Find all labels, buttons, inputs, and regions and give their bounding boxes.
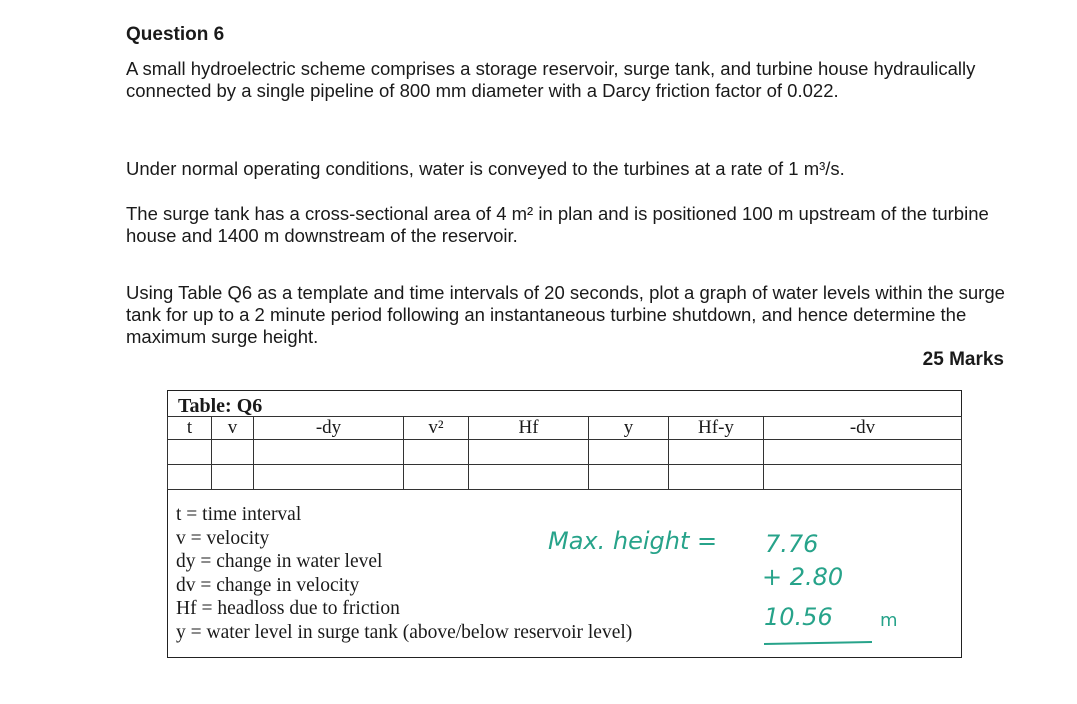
legend-dy: dy = change in water level xyxy=(176,551,383,572)
col-header-hf-y: Hf-y xyxy=(669,417,764,440)
legend-y: y = water level in surge tank (above/below reservoir level) xyxy=(176,621,633,643)
marks-label: 25 Marks xyxy=(922,349,1004,370)
table-caption: Table: Q6 xyxy=(178,395,263,417)
col-header-t: t xyxy=(168,417,212,440)
handwritten-result: 10.56 xyxy=(764,603,833,631)
legend-dv: dv = change in velocity xyxy=(176,574,360,596)
table-legend xyxy=(176,503,632,644)
handwritten-value-2: + 2.80 xyxy=(762,563,844,591)
question-title: Question 6 xyxy=(126,24,225,45)
table-grid xyxy=(167,416,962,490)
col-header-v: v xyxy=(212,417,254,440)
legend-t: t = time interval xyxy=(176,504,302,525)
table-q6 xyxy=(167,390,962,658)
legend-v: v = velocity xyxy=(176,527,270,549)
question-paragraph-4: Using Table Q6 as a template and time intervals of 20 seconds, plot a graph of water levels within the surge tank for up to a 2 minute period following an instantaneous turbine shutdown, and hence determine the maximum surge height. xyxy=(126,282,1005,347)
question-paragraph-1: A small hydroelectric scheme comprises a storage reservoir, surge tank, and turbine house hydraulically connected by a single pipeline of 800 mm diameter with a Darcy friction factor of 0.022. xyxy=(126,58,976,101)
table-row xyxy=(168,465,962,490)
col-header-dy: -dy xyxy=(254,417,404,440)
legend-hf: Hf = headloss due to friction xyxy=(176,598,400,619)
col-header-hf: Hf xyxy=(469,417,589,440)
col-header-dv: -dv xyxy=(764,417,962,440)
table-row xyxy=(168,440,962,465)
handwritten-unit: m xyxy=(880,610,898,631)
question-paragraph-2: Under normal operating conditions, water is conveyed to the turbines at a rate of 1 m³/s. xyxy=(126,158,845,179)
col-header-v2: v² xyxy=(404,417,469,440)
question-paragraph-3: The surge tank has a cross-sectional area of 4 m² in plan and is positioned 100 m upstream of the turbine house and 1400 m downstream of the reservoir. xyxy=(126,203,989,246)
handwritten-value-1: 7.76 xyxy=(765,530,819,558)
handwritten-max-height-label: Max. height = xyxy=(548,527,718,555)
col-header-y: y xyxy=(589,417,669,440)
table-header-row xyxy=(168,417,962,440)
